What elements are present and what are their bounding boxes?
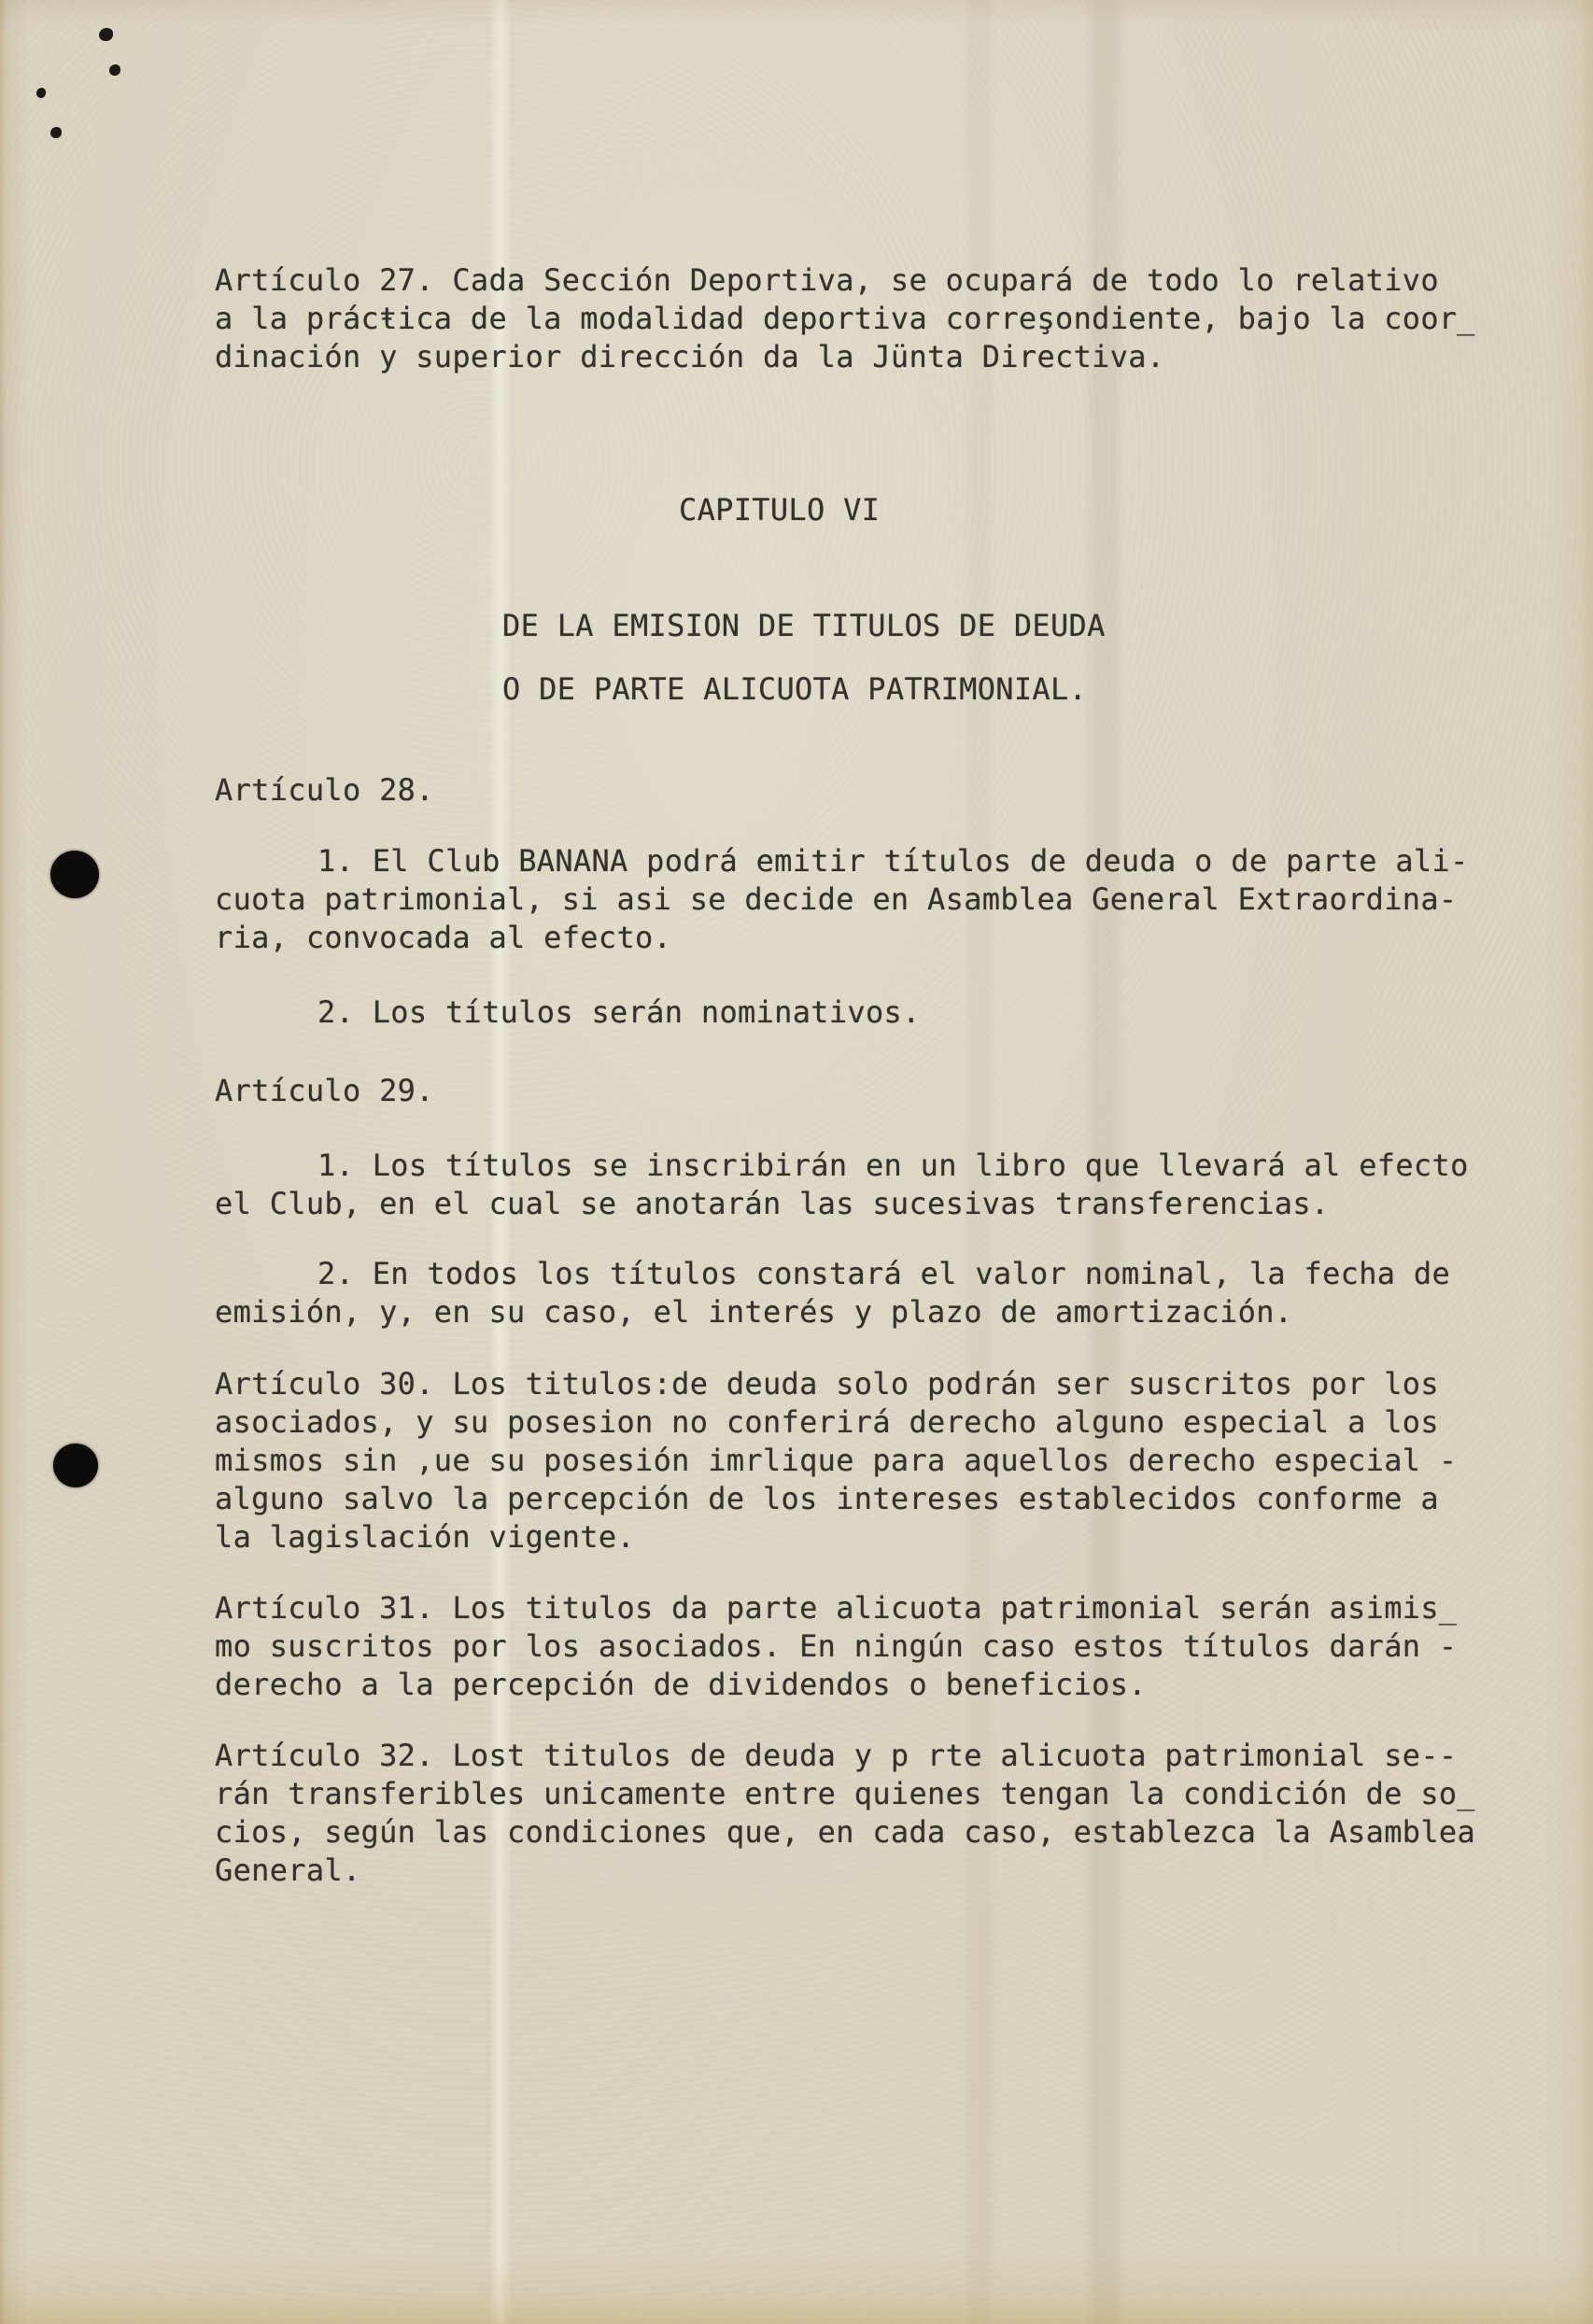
article-27-line: a la prácŧica de la modalidad deportiva correşondiente, bajo la coor̲ [215,301,1475,336]
article-32-line: cios, según las condiciones que, en cada caso, establezca la Asamblea [215,1814,1476,1850]
article-27-line: Artículo 27. Cada Sección Deportiva, se ocupará de todo lo relativo [215,262,1439,298]
article-32-line: rán transferibles unicamente entre quienes tengan la condición de so̲ [215,1776,1475,1811]
article-31-line: mo suscritos por los asociados. En ningún caso estos títulos darán - [215,1628,1458,1664]
article-28-item-1-line: cuota patrimonial, si asi se decide en Asamblea General Extraordina- [215,881,1458,917]
article-29-heading: Artículo 29. [215,1073,434,1108]
chapter-subtitle-line: DE LA EMISION DE TITULOS DE DEUDA [502,608,1106,643]
article-29-item-2-line: emisión, y, en su caso, el interés y plazo de amortización. [215,1294,1293,1330]
article-30-line: Artículo 30. Los titulos:de deuda solo podrán ser suscritos por los [215,1366,1439,1401]
ink-speck [109,64,120,76]
article-31-line: derecho a la percepción de dividendos o beneficios. [215,1667,1147,1702]
article-30-line: la lagislación vigente. [215,1519,636,1555]
article-28-heading: Artículo 28. [215,772,434,808]
article-29-item-1-line: 1. Los títulos se inscribirán en un libro que llevará al efecto [317,1148,1469,1183]
article-30-line: alguno salvo la percepción de los intereses establecidos conforme a [215,1481,1439,1516]
ink-speck [99,28,113,41]
article-28-item-1-line: ria, convocada al efecto. [215,920,672,955]
article-32-line: Artículo 32. Lost titulos de deuda y p rte alicuota patrimonial se-- [215,1738,1458,1773]
hole-punch-bottom [53,1444,98,1487]
chapter-subtitle-line: O DE PARTE ALICUOTA PATRIMONIAL. [502,671,1088,707]
article-32-line: General. [215,1852,361,1888]
article-27-line: dinación y superior dirección da la Jünta Directiva. [215,339,1165,374]
article-29-item-2-line: 2. En todos los títulos constará el valor nominal, la fecha de [317,1256,1451,1291]
ink-speck [50,127,62,138]
article-28-item-1-line: 1. El Club BANANA podrá emitir títulos de deuda o de parte ali- [317,843,1469,879]
chapter-heading: CAPITULO VI [679,492,881,528]
article-30-line: mismos sin ,ue su posesión imrlique para aquellos derecho especial - [215,1443,1458,1478]
article-30-line: asociados, y su posesion no conferirá derecho alguno especial a los [215,1404,1439,1440]
ink-speck [36,88,46,98]
article-31-line: Artículo 31. Los titulos da parte alicuota patrimonial serán asimis̲ [215,1590,1458,1626]
article-28-item-2: 2. Los títulos serán nominativos. [317,994,921,1030]
article-29-item-1-line: el Club, en el cual se anotarán las sucesivas transferencias. [215,1186,1330,1221]
hole-punch-top [50,851,99,898]
